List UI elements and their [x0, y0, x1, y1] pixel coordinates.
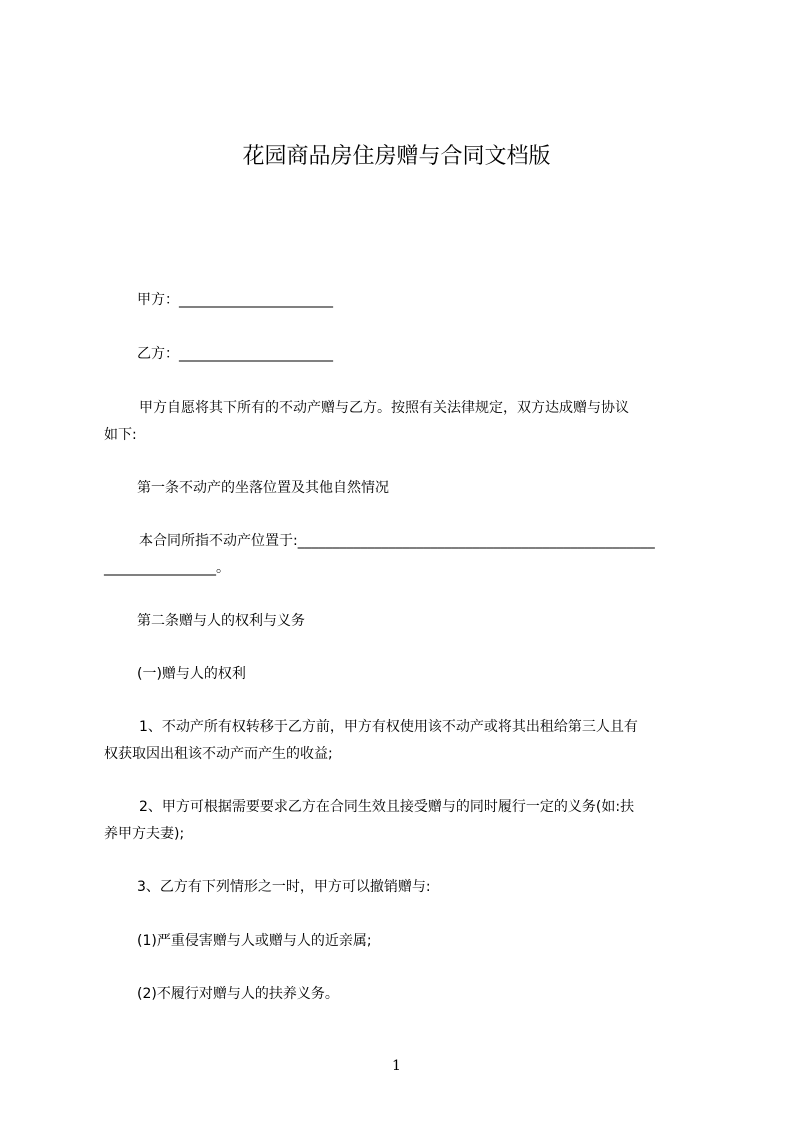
item-1-line-1: 1、不动产所有权转移于乙方前，甲方有权使用该不动产或将其出租给第三人且有 — [139, 719, 638, 735]
page-number: 1 — [392, 1058, 401, 1074]
party-a-line: 甲方：______________________ — [137, 292, 333, 308]
intro-paragraph — [104, 395, 716, 449]
item-3-line: 3、乙方有下列情形之一时，甲方可以撤销赠与: — [137, 879, 431, 895]
item-2-line-1: 2、甲方可根据需要要求乙方在合同生效且接受赠与的同时履行一定的义务(如:扶 — [139, 799, 635, 815]
article-2-heading: 第二条赠与人的权利与义务 — [137, 613, 305, 629]
item-1-line-2: 权获取因出租该不动产而产生的收益; — [104, 746, 333, 762]
party-b-line: 乙方：______________________ — [137, 346, 333, 362]
rights-heading: (一)赠与人的权利 — [137, 666, 246, 682]
intro-line-2: 如下: — [104, 427, 137, 443]
item-2-line-2: 养甲方夫妻); — [104, 826, 185, 842]
item-2-paragraph — [104, 794, 716, 848]
sub-item-2-line: (2)不履行对赠与人的扶养义务。 — [137, 986, 339, 1002]
sub-item-1-line: (1)严重侵害赠与人或赠与人的近亲属; — [137, 933, 372, 949]
article-1-heading: 第一条不动产的坐落位置及其他自然情况 — [137, 480, 389, 496]
location-paragraph — [104, 528, 716, 582]
item-1-paragraph — [104, 714, 716, 768]
document-title: 花园商品房住房赠与合同文档版 — [242, 144, 551, 169]
intro-line-1: 甲方自愿将其下所有的不动产赠与乙方。按照有关法律规定，双方达成赠与协议 — [139, 400, 629, 416]
location-line-1: 本合同所指不动产位置于:___________________________________________________ — [139, 533, 655, 549]
location-line-2: ________________。 — [104, 560, 230, 576]
